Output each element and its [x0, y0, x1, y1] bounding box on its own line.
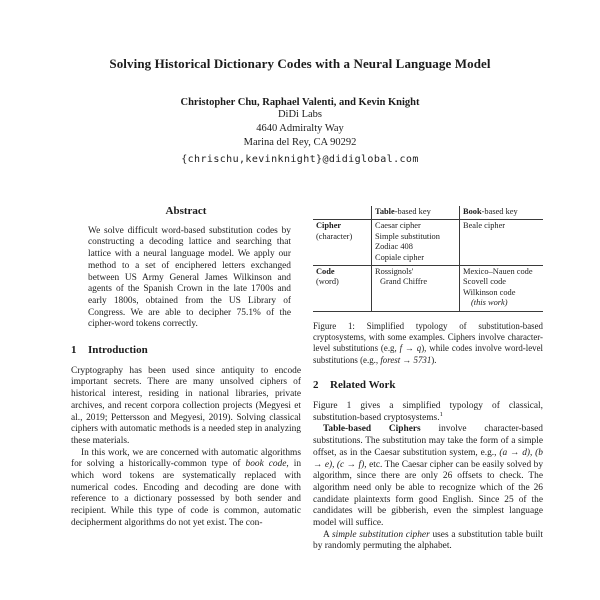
- term-book-code: book code: [245, 459, 287, 470]
- table-header-table-rest: -based key: [394, 207, 431, 216]
- table-cell-line: Wilkinson code: [463, 287, 516, 297]
- table-header-table-key: [372, 206, 460, 220]
- related-paragraph-1: [313, 401, 543, 424]
- paper-address-line-1: 4640 Admiralty Way: [256, 123, 344, 134]
- cipher-sublabel: (character): [316, 231, 353, 241]
- table-header-row: [313, 206, 543, 220]
- intro-paragraph-2: [71, 448, 301, 530]
- table-cell-line: Rossignols': [375, 267, 414, 277]
- table-cell-line: Copiale cipher: [375, 252, 425, 262]
- paper-affiliation: DiDi Labs: [277, 109, 323, 120]
- cipher-book-key-cell: [460, 220, 544, 266]
- paper-authors: Christopher Chu, Raphael Valenti, and Kevin Knight: [180, 97, 420, 108]
- paper-header: [0, 0, 600, 165]
- code-book-key-cell: [460, 266, 544, 312]
- paper-title: Solving Historical Dictionary Codes with a Neural Language Model: [109, 56, 491, 71]
- table-header-book-rest: -based key: [481, 207, 518, 216]
- related-paragraph-1-text: Figure 1 gives a simplified typology of classical, substitution-based cryptosystems.: [313, 400, 543, 423]
- cipher-label: Cipher: [316, 221, 342, 231]
- column-left: [71, 206, 301, 553]
- code-label: Code: [316, 267, 335, 277]
- two-column-body: [71, 206, 543, 553]
- table-cell-line: Caesar cipher: [375, 221, 421, 231]
- caption-text-end: ).: [431, 354, 437, 365]
- table-cell-line-this-work: (this work): [471, 298, 508, 308]
- intro-paragraph-2-text-cont: , in which word tokens are systematically replaced with numerical codes. Encoding and decoding are done with reference to a dictionary possessed by both sender and recipient. While this type of code is common, automatic decipherment algorithms do not yet exist. The con-: [71, 459, 302, 528]
- caption-math-1: f → q: [399, 343, 422, 354]
- related-paragraph-2: [313, 424, 543, 529]
- table-header-book-bold: Book: [463, 207, 482, 216]
- caption-text-cont: ), while codes involve word-level substitutions (e.g.,: [313, 343, 543, 365]
- term-simple-substitution-cipher: simple substitution cipher: [332, 529, 430, 540]
- related-paragraph-3-text-cont: uses a substitution table built by randomly permuting the alphabet.: [313, 529, 543, 552]
- section-2-number: 2: [313, 379, 319, 392]
- related-paragraph-3-text: A: [323, 529, 333, 540]
- table-header-empty-cell: [313, 206, 372, 220]
- intro-paragraph-1: Cryptography has been used since antiquity to encode important secrets. There are many unsolved ciphers of historical interest, residing in national libraries, private archives, and recent corpora collection projects (Megyesi et al., 2019; Pettersson and Megyesi, 2019). Solving classical ciphers with automatic methods is a needed step in analyzing these materials.: [71, 365, 301, 446]
- table-cell-line: Mexico–Nauen code: [463, 267, 533, 277]
- column-right: [313, 206, 543, 553]
- section-2-title: Related Work: [330, 379, 396, 392]
- term-table-based-ciphers: Table-based Ciphers: [323, 424, 421, 435]
- table-cell-line: Zodiac 408: [375, 242, 413, 252]
- code-sublabel: (word): [316, 277, 339, 287]
- paper-email: {chrischu,kevinknight}@didiglobal.com: [181, 154, 419, 165]
- paper-address-line-2: Marina del Rey, CA 90292: [243, 137, 357, 148]
- row-label-code: [313, 266, 372, 312]
- intro-paragraph-2-text: In this work, we are concerned with automatic algorithms for solving a historically-common type of: [71, 447, 301, 470]
- figure-1-caption: [313, 321, 543, 367]
- related-paragraph-2-text-cont: , etc. The Caesar cipher can be easily solved by algorithm, since there are only 26 offsets to check. The algorithm need only be able to recognize which of the 26 candidate plaintexts form good English. Since 25 of the candidates will be gibberish, even the simplest language model will suffice.: [313, 459, 544, 529]
- table-cell-line: Simple substitution: [375, 231, 440, 241]
- table-cell-line: Beale cipher: [463, 221, 506, 231]
- section-1-heading: [71, 345, 301, 357]
- table-header-book-key: [460, 206, 544, 220]
- row-label-cipher: [313, 220, 372, 266]
- caption-math-2: forest → 5731: [380, 354, 432, 365]
- table-cell-line: Scovell code: [463, 277, 507, 287]
- table-header-table-bold: Table: [375, 207, 395, 216]
- related-paragraph-2-text: involve character-based substitutions. The substitution may take the form of a simple offset, as in the Caesar substitution system, e.g.,: [313, 424, 543, 458]
- section-1-title: Introduction: [88, 344, 148, 357]
- code-table-key-cell: [372, 266, 460, 312]
- related-paragraph-3: [313, 530, 543, 553]
- caption-text: Figure 1: Simplified typology of substitution-based cryptosystems, with some examples. Ciphers involve character-level substitutions (e.g,: [313, 320, 543, 354]
- abstract-text: We solve difficult word-based substitution codes by constructing a decoding lattice and searching that lattice with a neural language model. We apply our method to a set of enciphered letters exchanged between US Army General James Wilkinson and agents of the Spanish Crown in the late 1700s and early 1800s, obtained from the US Library of Congress. We are able to decipher 75.1% of the cipher-word tokens correctly.: [88, 225, 291, 330]
- table-row-code: [313, 266, 543, 312]
- figure-1-table: [313, 206, 543, 312]
- abstract-heading: Abstract: [165, 205, 207, 217]
- table-cell-line: Grand Chiffre: [380, 277, 428, 287]
- section-2-heading: [313, 380, 543, 392]
- footnote-marker: 1: [439, 410, 443, 418]
- cipher-table-key-cell: [372, 220, 460, 266]
- caesar-offset-examples: (a → d), (b → e), (c → f): [313, 447, 543, 470]
- section-1-number: 1: [71, 344, 77, 357]
- table-row-cipher: [313, 220, 543, 266]
